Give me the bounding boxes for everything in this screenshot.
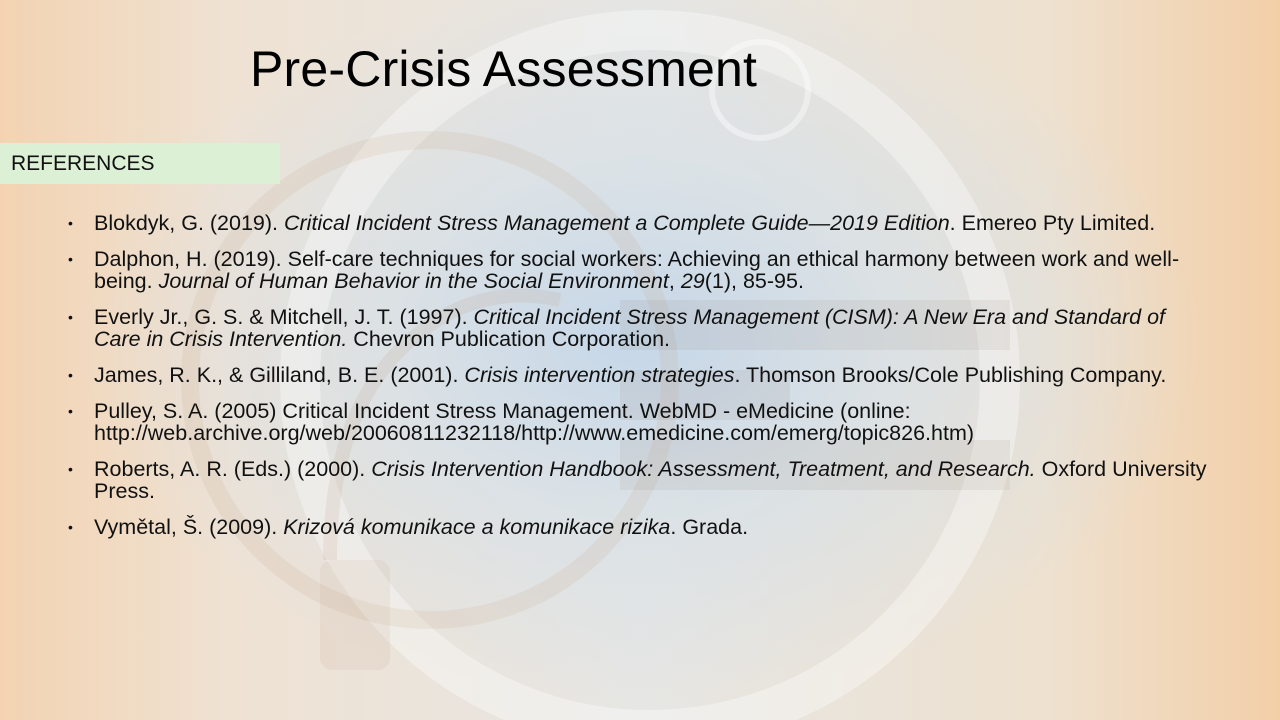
reference-item: [68, 458, 1208, 502]
bullet-icon: •: [68, 251, 73, 267]
reference-publisher: . Grada.: [670, 515, 749, 539]
reference-separator: ,: [668, 269, 681, 293]
reference-text: Everly Jr., G. S. & Mitchell, J. T. (1997).: [94, 305, 474, 329]
reference-publisher: . Thomson Brooks/Cole Publishing Company.: [734, 363, 1167, 387]
bullet-icon: •: [68, 519, 73, 535]
reference-item: [68, 400, 1208, 444]
reference-title: Krizová komunikace a komunikace rizika: [283, 515, 671, 539]
reference-item: [68, 212, 1208, 234]
reference-journal: Journal of Human Behavior in the Social Environment: [158, 269, 669, 293]
reference-item: [68, 306, 1208, 350]
reference-text: Blokdyk, G. (2019).: [94, 211, 284, 235]
bullet-icon: •: [68, 215, 73, 231]
reference-volume: 29: [680, 269, 705, 293]
reference-text: James, R. K., & Gilliland, B. E. (2001).: [94, 363, 465, 387]
reference-title: Crisis intervention strategies: [464, 363, 735, 387]
reference-text: Roberts, A. R. (Eds.) (2000).: [94, 457, 372, 481]
reference-title: Critical Incident Stress Management (CISM): A New Era and Standard of Care in Crisis Intervention.: [94, 305, 1166, 351]
reference-item: [68, 248, 1208, 292]
reference-text: Pulley, S. A. (2005) Critical Incident Stress Management. WebMD - eMedicine (online: http://web.archive.org/web/20060811232118/http://www.emedicine.com/emerg/topic826.htm): [94, 399, 975, 445]
reference-issue-pages: (1), 85-95.: [704, 269, 804, 293]
references-list: [68, 212, 1208, 552]
reference-item: [68, 364, 1208, 386]
slide-title: Pre-Crisis Assessment: [250, 41, 758, 97]
reference-publisher: . Emereo Pty Limited.: [949, 211, 1156, 235]
bullet-icon: •: [68, 367, 73, 383]
reference-publisher: Oxford University Press.: [94, 457, 1207, 503]
references-section-label: REFERENCES: [0, 143, 280, 184]
reference-text: Dalphon, H. (2019). Self-care techniques for social workers: Achieving an ethical harmony between work and well-being.: [94, 247, 1180, 293]
bullet-icon: •: [68, 309, 73, 325]
reference-text: Vymětal, Š. (2009).: [94, 515, 284, 539]
reference-item: [68, 516, 1208, 538]
bullet-icon: •: [68, 461, 73, 477]
reference-title: Critical Incident Stress Management a Complete Guide—2019 Edition: [284, 211, 950, 235]
reference-title: Crisis Intervention Handbook: Assessment, Treatment, and Research.: [371, 457, 1036, 481]
reference-publisher: Chevron Publication Corporation.: [347, 327, 671, 351]
bullet-icon: •: [68, 403, 73, 419]
